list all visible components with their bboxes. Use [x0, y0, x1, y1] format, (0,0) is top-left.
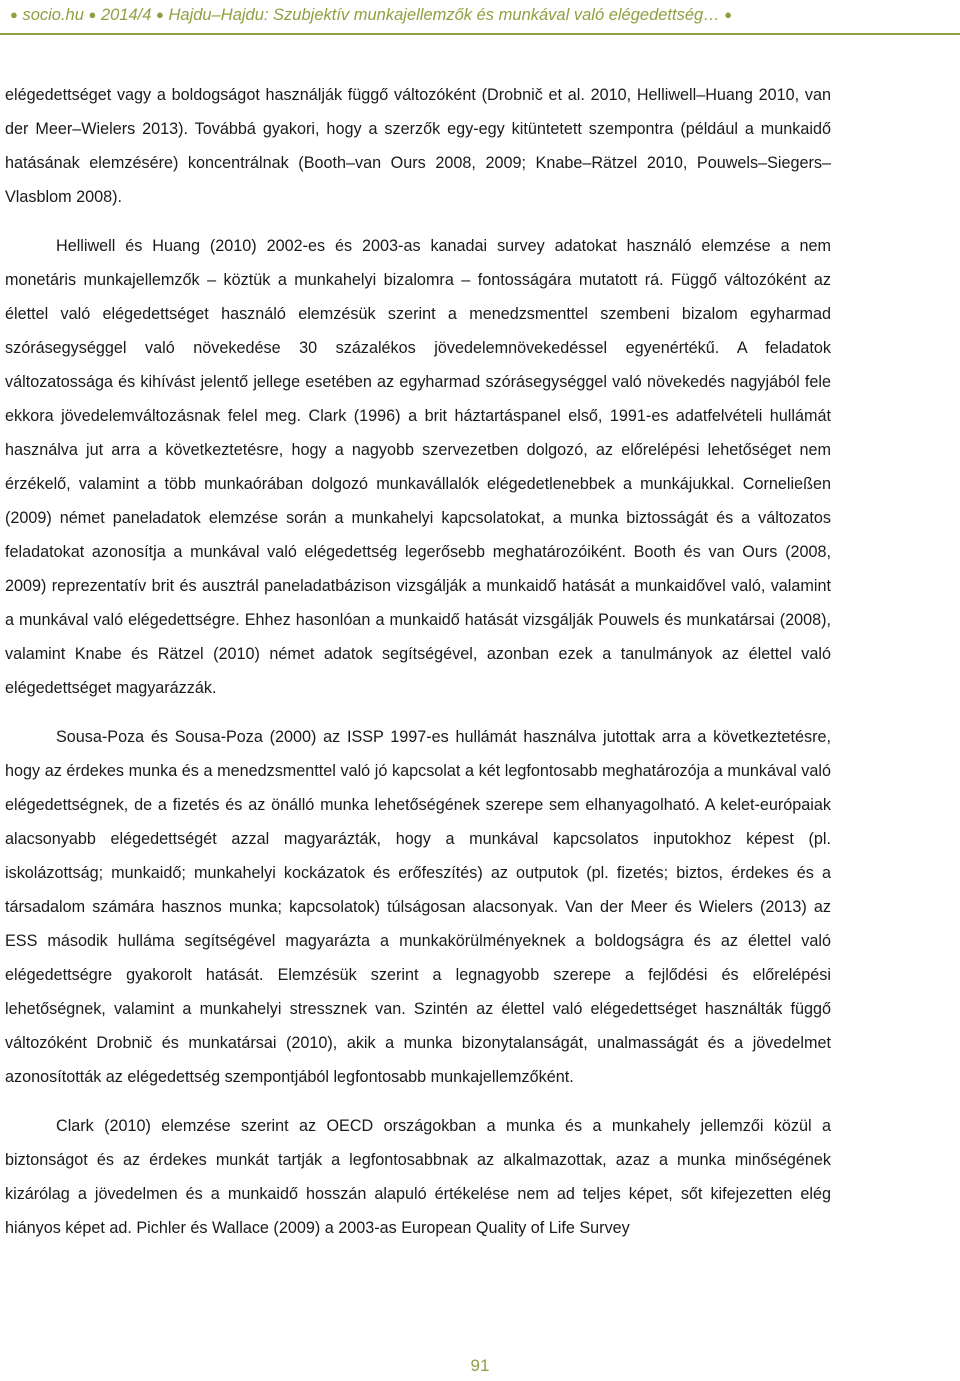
article-body [5, 78, 831, 1245]
bullet-icon: ● [156, 7, 164, 22]
header-issue: 2014/4 [100, 6, 152, 24]
bullet-icon: ● [88, 7, 97, 22]
header-title: Hajdu–Hajdu: Szubjektív munkajellemzők és munkával való elégedettség… [168, 6, 720, 24]
running-header [0, 0, 960, 34]
header-divider [0, 33, 960, 35]
paragraph: elégedettséget vagy a boldogságot használják függő változóként (Drobnič et al. 2010, Helliwell–Huang 2010, van der Meer–Wielers 2013). Továbbá gyakori, hogy a szerzők egy-egy kitüntetett szempontra (például a munkaidő hatásának elemzésére) koncentrálnak (Booth–van Ours 2008, 2009; Knabe–Rätzel 2010, Pouwels–Siegers–Vlasblom 2008). [5, 86, 831, 206]
bullet-icon: ● [724, 7, 733, 22]
paragraph: Clark (2010) elemzése szerint az OECD országokban a munka és a munkahely jellemzői közül a biztonságot és az érdekes munkát tartják a legfontosabbnak az alkalmazottak, azaz a munka minőségének kizárólag a jövedelmen és a munkaidő hosszán alapuló értékelése nem ad teljes képet, sőt kifejezetten elég hiányos képet ad. Pichler és Wallace (2009) a 2003-as European Quality of Life Survey [5, 1117, 831, 1237]
header-site: socio.hu [22, 6, 84, 24]
bullet-icon: ● [10, 7, 18, 22]
page-number: 91 [470, 1356, 490, 1375]
paragraph: Sousa-Poza és Sousa-Poza (2000) az ISSP 1997-es hullámát használva jutottak arra a következtetésre, hogy az érdekes munka és a menedzsmenttel való jó kapcsolat a két legfontosabb meghatározója a munkával való elégedettségnek, de a fizetés és az önálló munka lehetőségének szerepe sem elhanyagolható. A kelet-európaiak alacsonyabb elégedettségét azzal magyarázták, hogy a munkával kapcsolatos inputokhoz képest (pl. iskolázottság; munkaidő; munkahelyi kockázatok és erőfeszítés) az outputok (pl. fizetés; biztos, érdekes és a társadalom számára hasznos munka; kapcsolatok) túlságosan alacsonyak. Van der Meer és Wielers (2013) az ESS második hulláma segítségével magyarázta a munkakörülményeknek a boldogságra és az élettel való elégedettségre gyakorolt hatását. Elemzésük szerint a legnagyobb szerepe a fejlődési és előrelépési lehetőségnek, valamint a munkahelyi stressznek van. Szintén az élettel való elégedettséget használták függő változóként Drobnič és munkatársai (2010), akik a munka bizonytalanságát, unalmasságát és a jövedelmet azonosították az elégedettség szempontjából legfontosabb munkajellemzőként. [5, 728, 831, 1086]
paragraph: Helliwell és Huang (2010) 2002-es és 2003-as kanadai survey adatokat használó elemzése a nem monetáris munkajellemzők – köztük a munkahelyi bizalomra – fontosságára mutatott rá. Függő változóként az élettel való elégedettséget használó elemzésük szerint a menedzsmenttel szembeni bizalom egyharmad szórásegységgel való növekedése 30 százalékos jövedelemnövekedéssel egyenértékű. A feladatok változatossága és kihívást jelentő jellege esetében az egyharmad szórásegységgel való növekedés nagyjából fele ekkora jövedelemváltozásnak felel meg. Clark (1996) a brit háztartáspanel első, 1991-es adatfelvételi hullámát használva jut arra a következtetésre, hogy a nagyobb szervezetben dolgozó, az előrelépési lehetőséget nem érzékelő, valamint a több munkaórában dolgozó munkavállalók elégedetlenebbek a munkájukkal. Corneließen (2009) német paneladatok elemzése során a munkahelyi kapcsolatokat, a munka biztosságát és a változatos feladatokat azonosítja a munkával való elégedettség legerősebb meghatározóiként. Booth és van Ours (2008, 2009) reprezentatív brit és ausztrál paneladatbázison vizsgálják a munkaidő hatását a munkaidővel való, valamint a munkával való elégedettségre. Ehhez hasonlóan a munkaidő hatását vizsgálják Pouwels és munkatársai (2008), valamint Knabe és Rätzel (2010) német adatok segítségével, azonban ezek a tanulmányok az élettel való elégedettséget magyarázzák. [5, 237, 831, 697]
